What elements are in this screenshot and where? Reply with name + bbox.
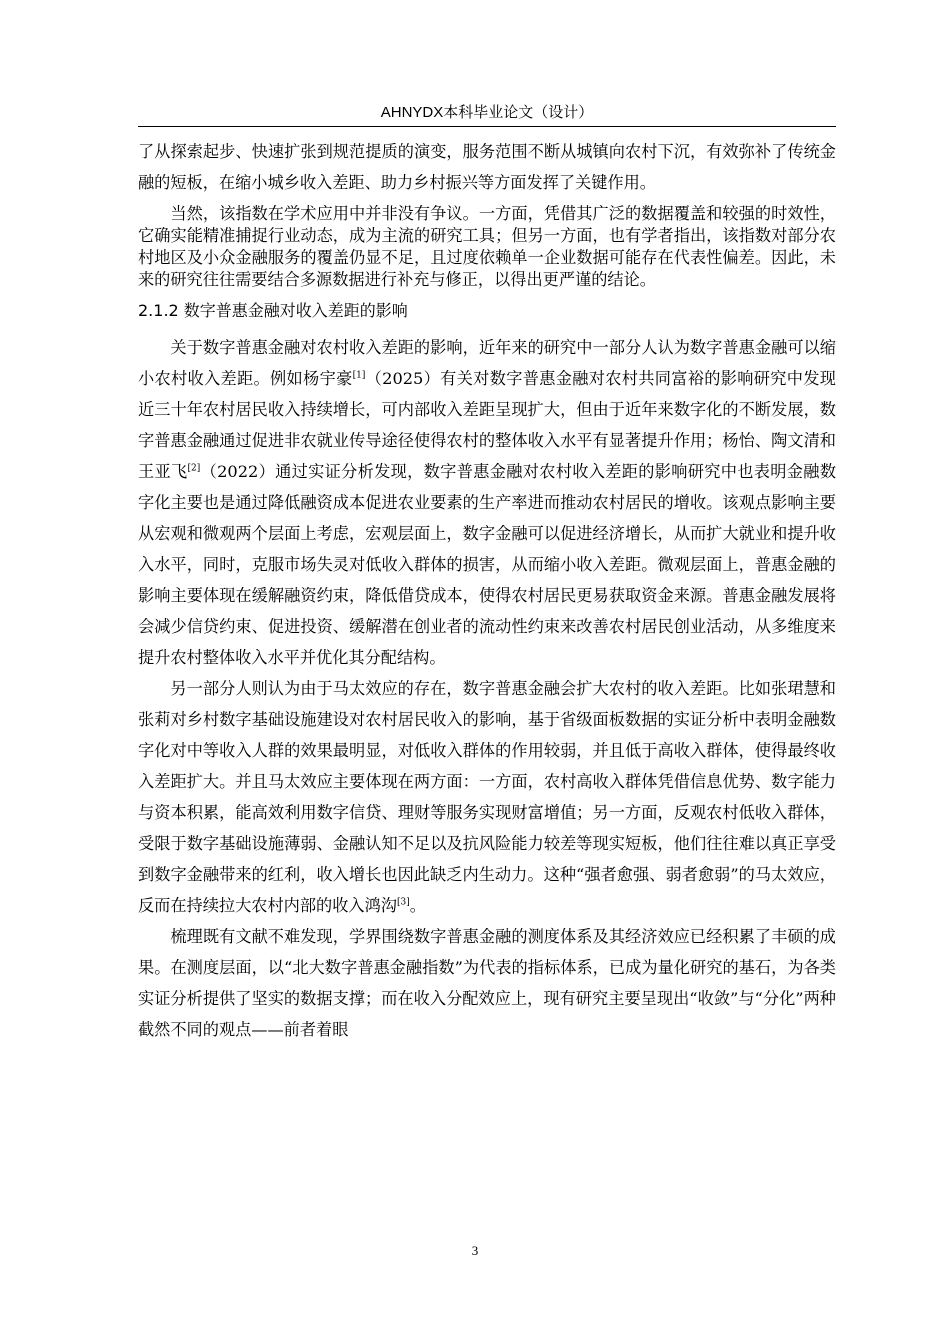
body-text	[138, 136, 836, 1045]
text-run: （2025）有关对数字普惠金融对农村共同富裕的影响研究中发现近三十年农村居民收入持续增长，可内部收入差距呈现扩大，但由于近年来数字化的不断发展，数字普惠金融通过促进非农就业传导途径使得农村的整体收入水平有显著提升作用；杨怡、陶文清和王亚飞	[138, 369, 836, 481]
paragraph-literature-summary: 梳理既有文献不难发现，学界围绕数字普惠金融的测度体系及其经济效应已经积累了丰硕的成果。在测度层面，以“北大数字普惠金融指数”为代表的指标体系，已成为量化研究的基石，为各类实证分析提供了坚实的数据支撑；而在收入分配效应上，现有研究主要呈现出“收敛”与“分化”两种截然不同的观点——前者着眼	[138, 927, 836, 1039]
running-header: AHNYDX本科毕业论文（设计）	[138, 100, 836, 127]
text-run: 关于数字普惠金融对农村收入差距的影响，近年来的研究中一部分人认为数字普惠金融可以缩小农村收入差距。例如杨宇豪	[138, 338, 836, 388]
citation-ref-1: [1]	[352, 370, 366, 381]
paragraph-index-controversy: 当然，该指数在学术应用中并非没有争议。一方面，凭借其广泛的数据覆盖和较强的时效性，它确实能精准捕捉行业动态，成为主流的研究工具；但另一方面，也有学者指出，该指数对部分农村地区及小众金融服务的覆盖仍显不足，且过度依赖单一企业数据可能存在代表性偏差。因此，未来的研究往往需要结合多源数据进行补充与修正，以得出更严谨的结论。	[138, 204, 836, 289]
text-run: 。	[409, 896, 426, 915]
paragraph-continued: 了从探索起步、快速扩张到规范提质的演变，服务范围不断从城镇向农村下沉，有效弥补了传统金融的短板，在缩小城乡收入差距、助力乡村振兴等方面发挥了关键作用。	[138, 142, 836, 192]
paragraph-narrowing-view	[138, 332, 836, 673]
citation-ref-3: [3]	[397, 897, 410, 908]
page-number: 3	[471, 1243, 479, 1258]
text-run: 另一部分人则认为由于马太效应的存在，数字普惠金融会扩大农村的收入差距。比如张珺慧和张莉对乡村数字基础设施建设对农村居民收入的影响，基于省级面板数据的实证分析中表明金融数字化对中等收入人群的效果最明显，对低收入群体的作用较弱，并且低于高收入群体，使得最终收入差距扩大。并且马太效应主要体现在两方面：一方面，农村高收入群体凭借信息优势、数字能力与资本积累，能高效利用数字信贷、理财等服务实现财富增值；另一方面，反观农村低收入群体，受限于数字基础设施薄弱、金融认知不足以及抗风险能力较差等现实短板，他们往往难以真正享受到数字金融带来的红利，收入增长也因此缺乏内生动力。这种“强者愈强、弱者愈弱”的马太效应，反而在持续拉大农村内部的收入鸿沟	[138, 679, 836, 915]
citation-ref-2: [2]	[187, 463, 201, 474]
section-heading: 2.1.2 数字普惠金融对收入差距的影响	[138, 301, 408, 320]
text-run: （2022）通过实证分析发现，数字普惠金融对农村收入差距的影响研究中也表明金融数字化主要也是通过降低融资成本促进农业要素的生产率进而推动农村居民的增收。该观点影响主要从宏观和微观两个层面上考虑，宏观层面上，数字金融可以促进经济增长，从而扩大就业和提升收入水平，同时，克服市场失灵对低收入群体的损害，从而缩小收入差距。微观层面上，普惠金融的影响主要体现在缓解融资约束，降低借贷成本，使得农村居民更易获取资金来源。普惠金融发展将会减少信贷约束、促进投资、缓解潜在创业者的流动性约束来改善农村居民创业活动，从多维度来提升农村整体收入水平并优化其分配结构。	[138, 462, 837, 667]
paragraph-matthew-effect	[138, 673, 836, 921]
